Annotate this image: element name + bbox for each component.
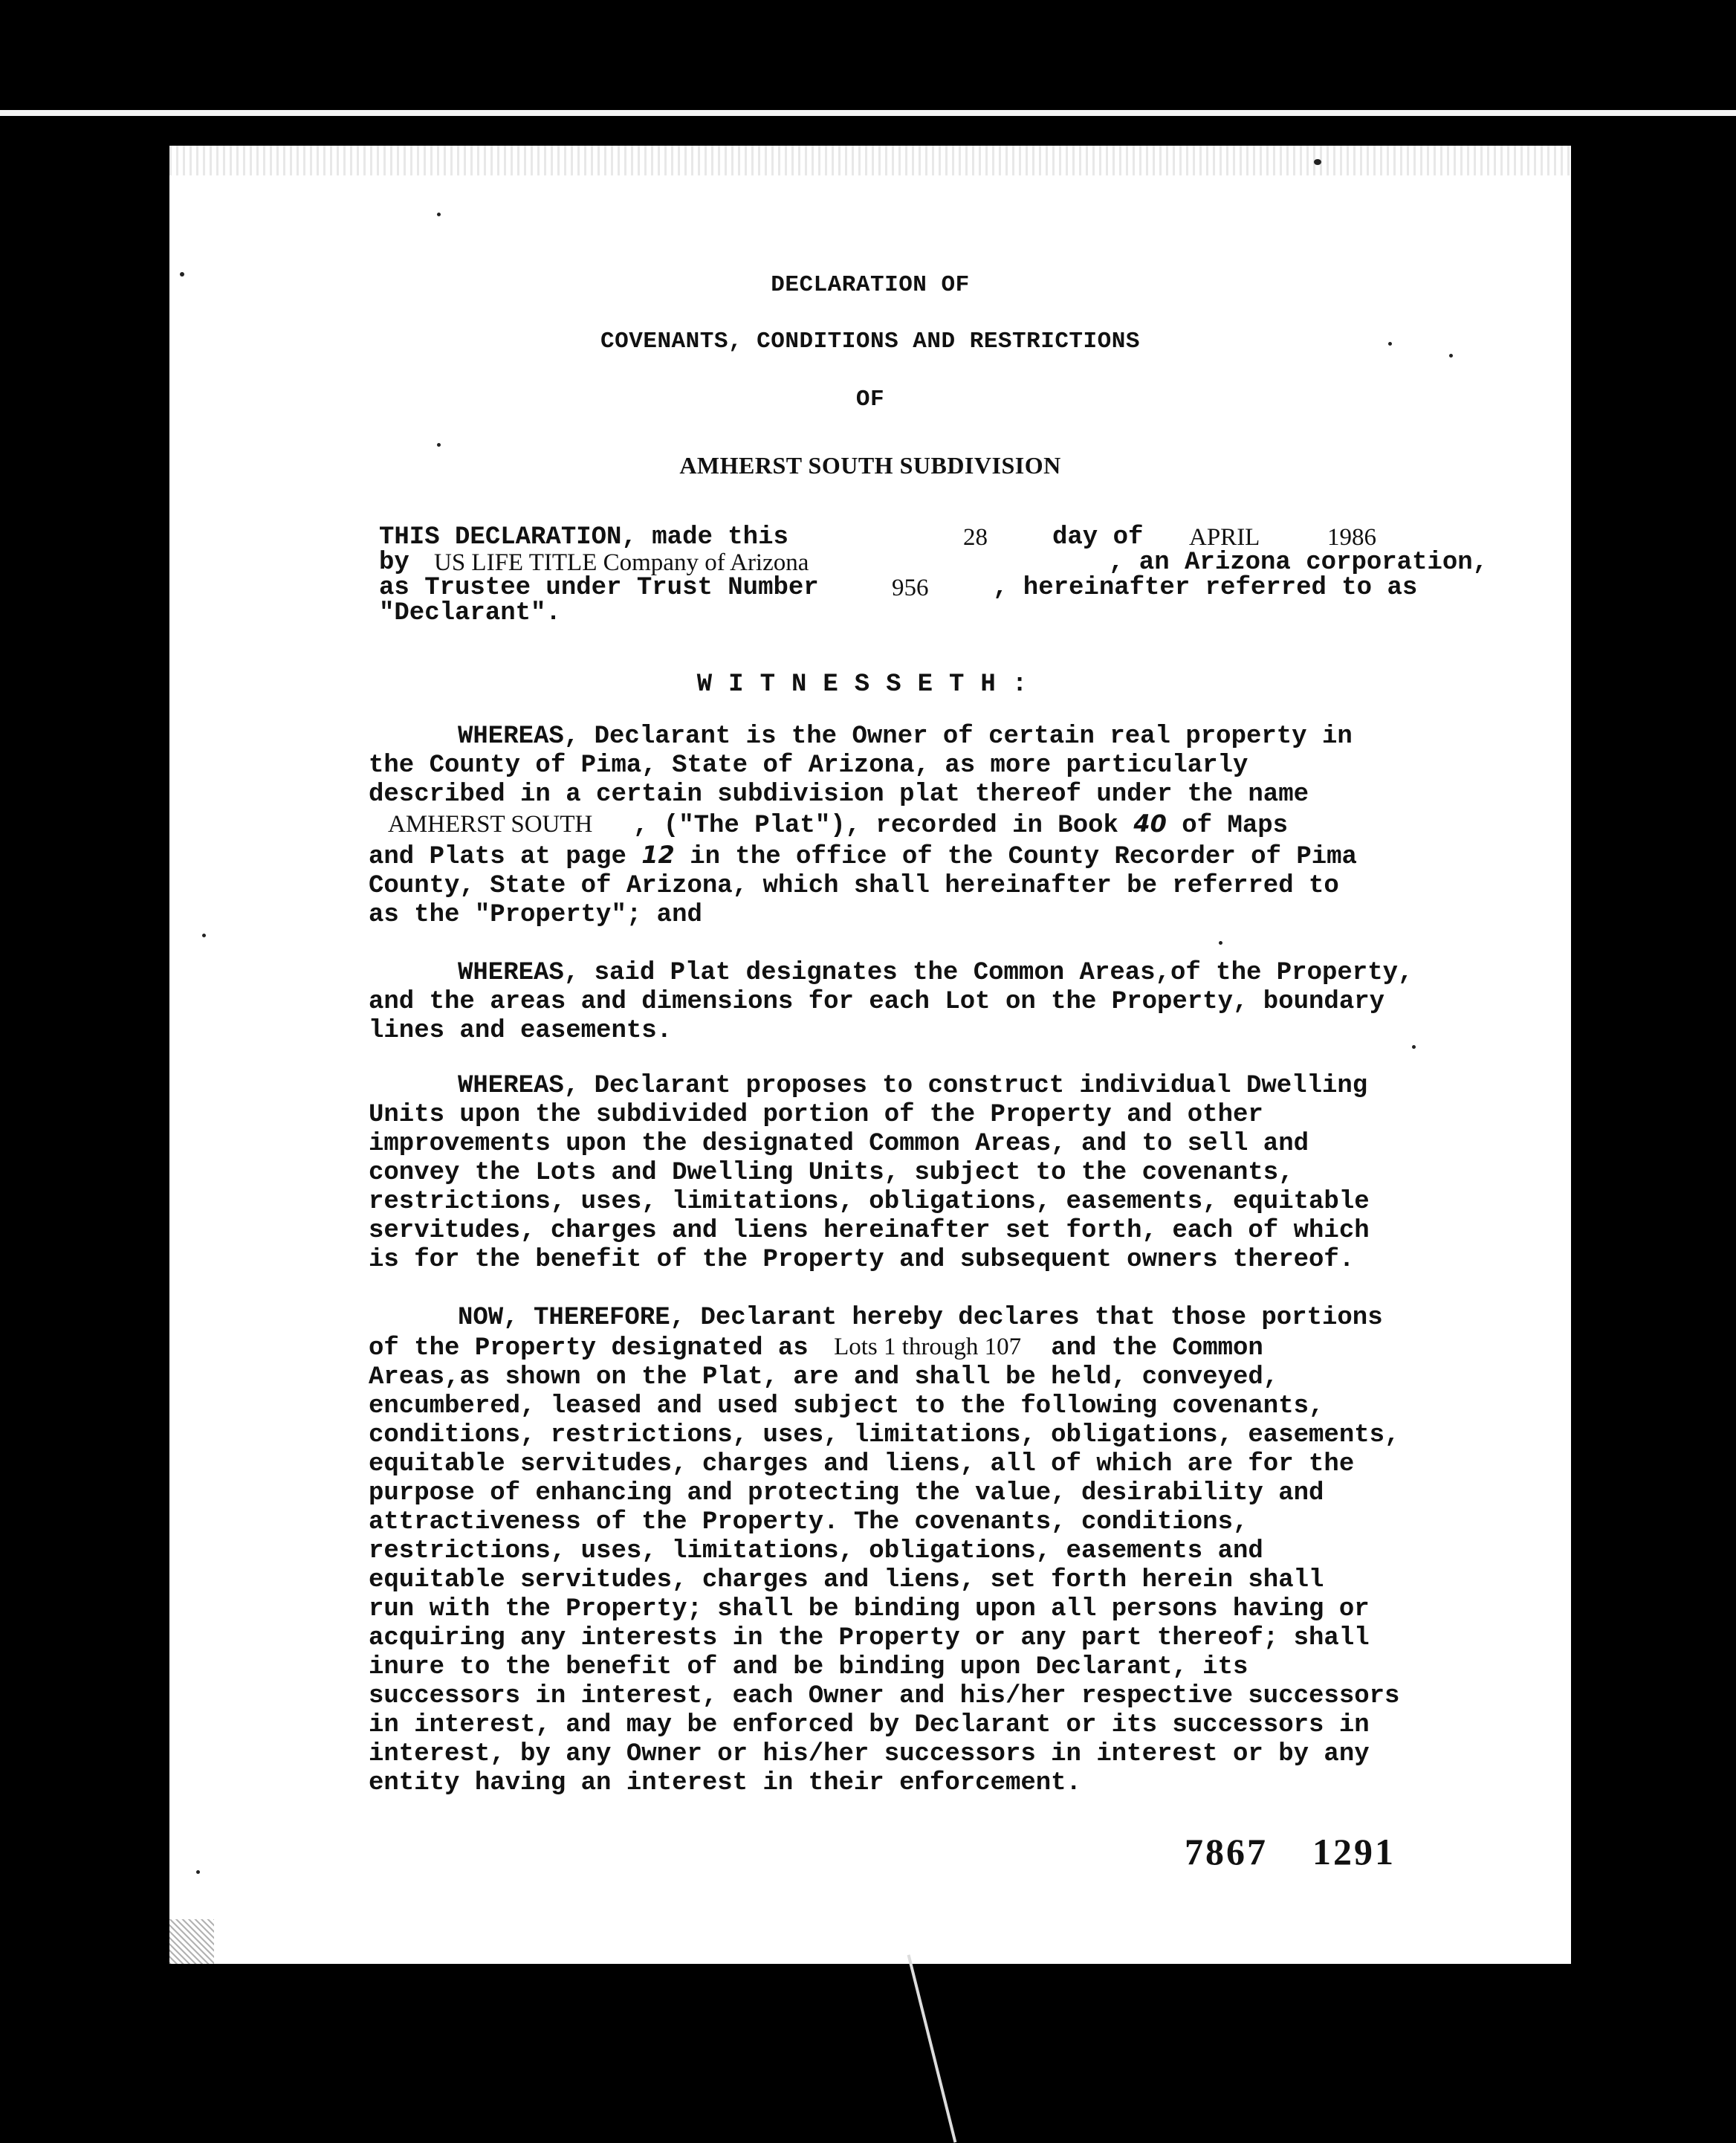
para4-line: run with the Property; shall be binding upon all persons having or — [369, 1595, 1370, 1623]
title-line-1: DECLARATION OF — [771, 272, 970, 298]
document-page — [169, 146, 1571, 1964]
plat-text: , ("The Plat"), recorded in Book — [633, 812, 1118, 840]
title-line-2: COVENANTS, CONDITIONS AND RESTRICTIONS — [600, 329, 1140, 355]
para4-line: equitable servitudes, charges and liens, set forth herein shall — [369, 1566, 1324, 1594]
para4-line: conditions, restrictions, uses, limitations, obligations, easements, — [369, 1421, 1400, 1449]
para4-line: encumbered, leased and used subject to the following covenants, — [369, 1392, 1324, 1420]
para1-line: WHEREAS, Declarant is the Owner of certain real property in — [458, 723, 1353, 751]
office-text: in the office of the County Recorder of Pima — [690, 843, 1357, 871]
speck — [437, 443, 441, 447]
para4-line: purpose of enhancing and protecting the value, desirability and — [369, 1479, 1324, 1507]
declaration-trustee: as Trustee under Trust Number — [379, 574, 819, 602]
para3-line: servitudes, charges and liens hereinafter set forth, each of which — [369, 1217, 1370, 1245]
document-number-page: 1291 — [1312, 1831, 1396, 1872]
declaration-day-of: day of — [1052, 523, 1144, 552]
declaration-corp: , an Arizona corporation, — [1109, 549, 1489, 577]
witnesseth-heading: WITNESSETH: — [696, 670, 1044, 699]
para4-line: attractiveness of the Property. The covenants, conditions, — [369, 1508, 1248, 1536]
declaration-month: APRIL — [1189, 524, 1260, 551]
and-plats: and Plats at page — [369, 843, 626, 871]
para3-line: is for the benefit of the Property and subsequent owners thereof. — [369, 1246, 1355, 1274]
lots-range: Lots 1 through 107 — [834, 1334, 1022, 1360]
para2-line: and the areas and dimensions for each Lot on the Property, boundary — [369, 988, 1385, 1016]
para4-line: acquiring any interests in the Property or any part thereof; shall — [369, 1624, 1370, 1652]
paragraph-1 — [369, 723, 1528, 930]
para1-line — [369, 809, 1528, 841]
declaration-trust-number: 956 — [892, 575, 929, 601]
plat-name: AMHERST SOUTH — [388, 811, 593, 838]
declaration-block — [379, 523, 1489, 627]
para1-line: the County of Pima, State of Arizona, as more particularly — [369, 751, 1248, 780]
document-number-book: 7867 — [1185, 1831, 1268, 1872]
para4-line: successors in interest, each Owner and his/her respective successors — [369, 1682, 1400, 1710]
scan-edge-line — [0, 110, 1736, 116]
para2-line: lines and easements. — [369, 1017, 673, 1045]
para4-line — [369, 1333, 1528, 1363]
paragraph-3 — [369, 1072, 1528, 1275]
declaration-day: 28 — [963, 524, 988, 551]
speck — [196, 1870, 200, 1874]
para4-line: restrictions, uses, limitations, obligations, easements and — [369, 1537, 1263, 1565]
page-number: 12 — [641, 841, 675, 869]
para1-line — [369, 841, 1528, 872]
speck — [1314, 159, 1321, 165]
para4-line: interest, by any Owner or his/her successors in interest or by any — [369, 1740, 1370, 1768]
para4-line: in interest, and may be enforced by Declarant or its successors in — [369, 1711, 1370, 1739]
para1-line: described in a certain subdivision plat thereof under the name — [369, 780, 1309, 809]
para3-line: improvements upon the designated Common Areas, and to sell and — [369, 1130, 1309, 1158]
para2-line: WHEREAS, said Plat designates the Common Areas,of the Property, — [458, 959, 1413, 987]
declaration-declarant: "Declarant". — [379, 599, 561, 627]
para3-line: convey the Lots and Dwelling Units, subject to the covenants, — [369, 1159, 1294, 1187]
declaration-company: US LIFE TITLE Company of Arizona — [434, 549, 809, 576]
book-number: 40 — [1133, 809, 1167, 838]
common-text: and the Common — [1051, 1334, 1263, 1363]
speck — [202, 934, 206, 937]
declaration-referred: , hereinafter referred to as — [993, 574, 1418, 602]
scan-noise-corner — [169, 1919, 214, 1964]
speck — [437, 213, 441, 216]
speck — [1219, 941, 1222, 945]
title-line-4: AMHERST SOUTH SUBDIVISION — [679, 452, 1061, 479]
of-maps: of Maps — [1182, 812, 1289, 840]
document-number — [1185, 1830, 1440, 1873]
declaration-by: by — [379, 549, 409, 577]
scan-noise-top — [169, 146, 1571, 175]
paragraph-4 — [369, 1304, 1528, 1798]
para1-line: as the "Property"; and — [369, 901, 702, 929]
paragraph-2 — [369, 959, 1528, 1046]
para4-line: equitable servitudes, charges and liens, all of which are for the — [369, 1450, 1355, 1478]
title-line-3: OF — [855, 387, 885, 413]
para3-line: Units upon the subdivided portion of the Property and other — [369, 1101, 1263, 1129]
scan-stroke — [907, 1954, 957, 2142]
para4-line: NOW, THEREFORE, Declarant hereby declares that those portions — [458, 1304, 1383, 1332]
designated-text: of the Property designated as — [369, 1334, 809, 1363]
declaration-year: 1986 — [1327, 524, 1376, 551]
para4-line: Areas,as shown on the Plat, are and shall be held, conveyed, — [369, 1363, 1279, 1392]
para4-line: entity having an interest in their enforcement. — [369, 1769, 1081, 1797]
para4-line: inure to the benefit of and be binding upon Declarant, its — [369, 1653, 1248, 1681]
para3-line: WHEREAS, Declarant proposes to construct individual Dwelling — [458, 1072, 1368, 1100]
para1-line: County, State of Arizona, which shall hereinafter be referred to — [369, 872, 1339, 900]
declaration-intro: THIS DECLARATION, made this — [379, 523, 788, 552]
para3-line: restrictions, uses, limitations, obligations, easements, equitable — [369, 1188, 1370, 1216]
